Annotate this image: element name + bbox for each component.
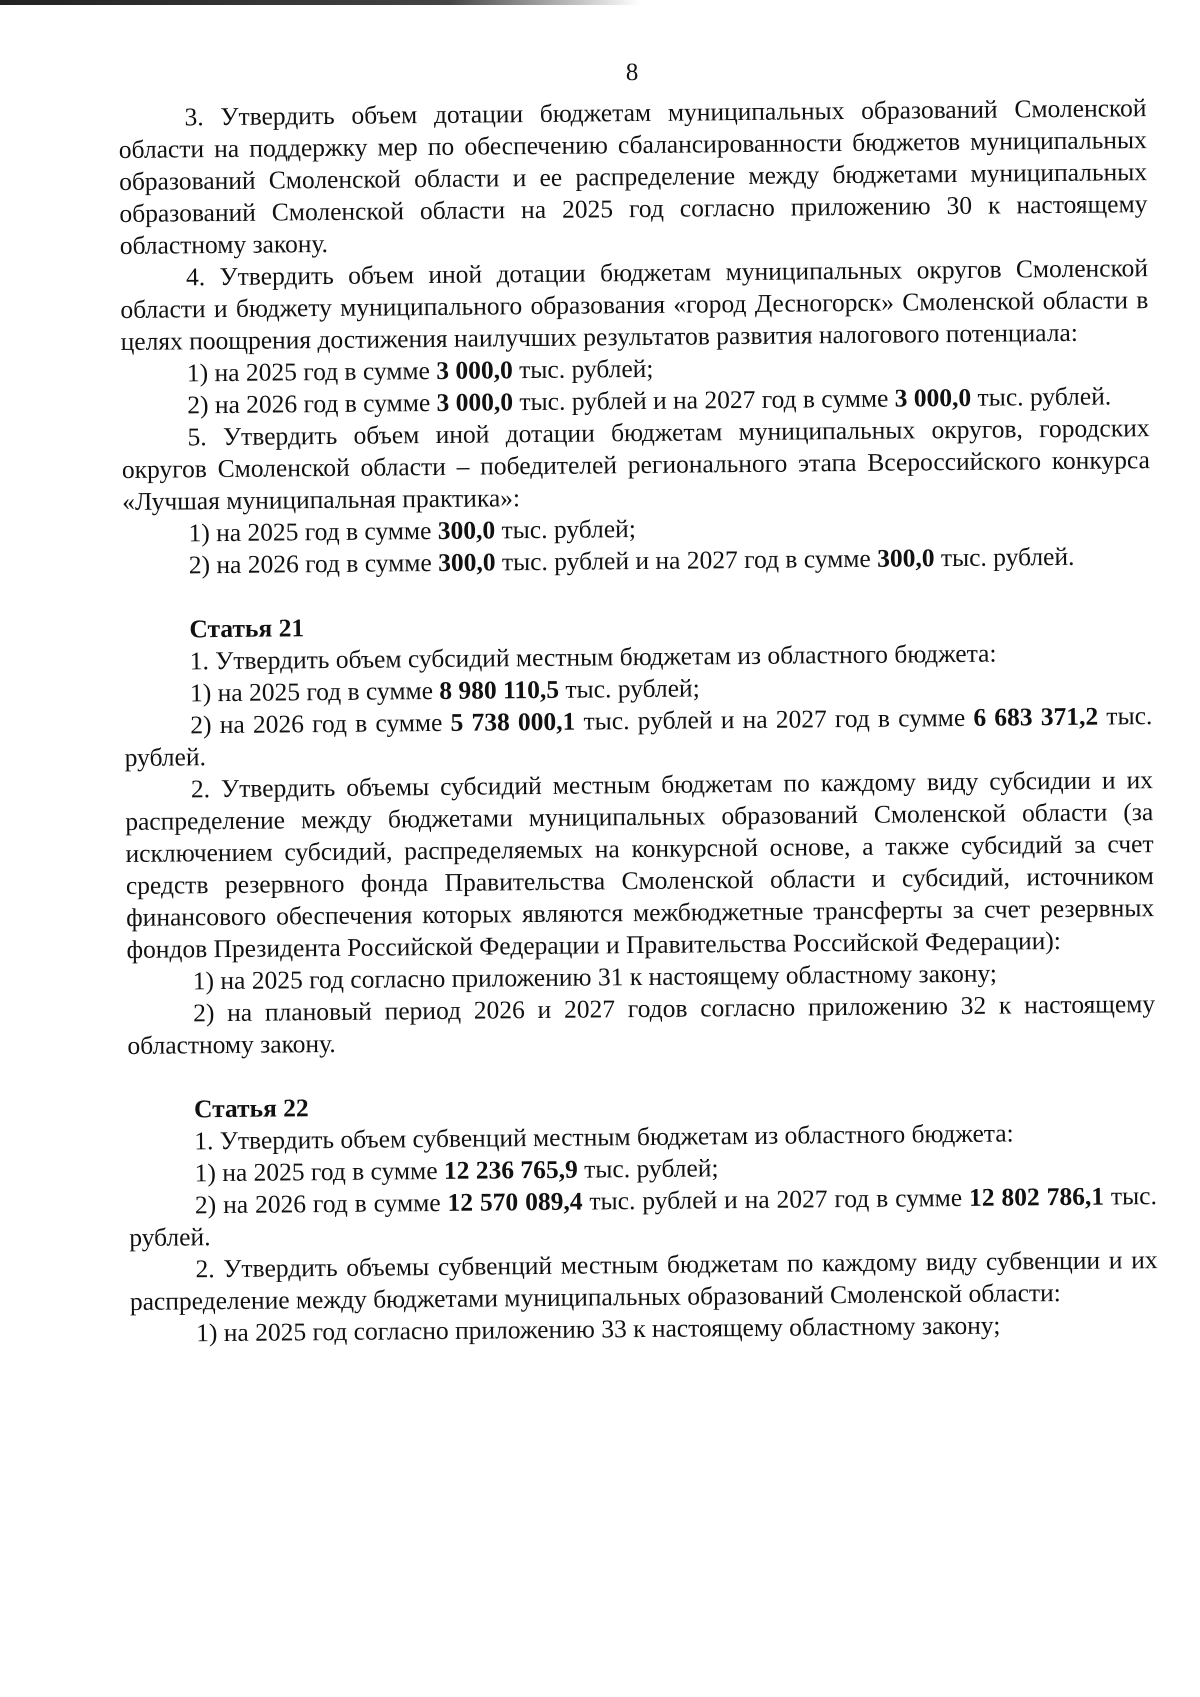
paragraph-text: тыс. рублей и на 2027 год в сумме [512, 383, 895, 417]
paragraph-text: 1) на 2025 год в сумме [194, 1155, 445, 1188]
paragraph-text: 5. Утвердить объем иной дотации бюджетам муниципальных округов, городских округов Смоленской области – победителей регионального этапа Всероссийского конкурса «Лучшая муниципальная практика»: [121, 413, 1150, 516]
paragraph-a22-2 [129, 1244, 1158, 1318]
paragraph-text: 2) на 2026 год в сумме [187, 387, 437, 420]
paragraph-text: 4. Утвердить объем иной дотации бюджетам муниципальных округов Смоленской области и бюджету муниципального образования «город Десногорск» Смоленской области в целях поощрения достижения наилучших результатов развития налогового потенциала: [120, 253, 1149, 356]
amount-value: 6 683 371,2 [973, 701, 1099, 732]
paragraph-text: 2) на 2026 год в сумме [190, 707, 451, 740]
paragraph-text: тыс. рублей; [512, 353, 654, 385]
paragraph-a21-2 [125, 764, 1155, 966]
paragraph-text: 2. Утвердить объемы субсидий местным бюджетам по каждому виду субсидии и их распределение между бюджетами муниципальных образований Смоленской области (за исключением субсидий, распределяемых на конкурсной основе, а также субсидий за счет средств резервного фонда Правительства Смоленской области и субсидий, источником финансового обеспечения которых являются межбюджетные трансферты за счет резервных фондов Президента Российской Федерации и Правительства Российской Федерации): [125, 765, 1155, 964]
paragraph-p3 [118, 92, 1147, 262]
amount-value: 3 000,0 [436, 387, 514, 417]
paragraph-text: тыс. рублей. [934, 541, 1075, 573]
paragraph-a21-1-2 [124, 700, 1153, 774]
article-21-title: Статья 21 [189, 613, 305, 644]
paragraph-a21-2-2 [127, 988, 1156, 1062]
page-number: 8 [625, 59, 639, 87]
paragraph-p5 [121, 412, 1150, 518]
amount-value: 3 000,0 [436, 355, 513, 385]
paragraph-text: 2) на плановый период 2026 и 2027 годов согласно приложению 32 к настоящему областному закону. [127, 989, 1156, 1060]
paragraph-text: 1) на 2025 год в сумме [188, 515, 438, 548]
scan-edge-shadow [0, 0, 640, 5]
paragraph-text: тыс. рублей и на 2027 год в сумме [582, 1182, 970, 1216]
paragraph-text: тыс. рублей и на 2027 год в сумме [575, 702, 974, 736]
paragraph-text: 3. Утвердить объем дотации бюджетам муниципальных образований Смоленской области на поддержку мер по обеспечению сбалансированности бюджетов муниципальных образований Смоленской области и ее распределение между бюджетами муниципальных образований Смоленской области на 2025 год согласно приложению 30 к настоящему областному закону. [118, 93, 1148, 260]
amount-value: 300,0 [437, 515, 496, 545]
amount-value: 300,0 [437, 547, 496, 577]
article-22-body [128, 1116, 1158, 1350]
paragraph-text: 1) на 2025 год в сумме [186, 355, 437, 388]
paragraph-text: 2) на 2026 год в сумме [194, 1187, 448, 1220]
paragraph-text: тыс. рублей; [495, 514, 636, 545]
amount-value: 3 000,0 [894, 382, 972, 413]
paragraph-text: тыс. рублей и на 2027 год в сумме [495, 543, 878, 577]
paragraph-text: 2. Утвердить объемы субвенций местным бюджетам по каждому виду субвенции и их распределение между бюджетами муниципальных образований Смоленской области: [129, 1245, 1158, 1316]
paragraph-text: 1) на 2025 год согласно приложению 33 к настоящему областному закону; [196, 1310, 1001, 1348]
amount-value: 12 570 089,4 [447, 1186, 583, 1217]
paragraphs-block-1 [118, 92, 1151, 582]
document-page [118, 54, 1158, 1350]
amount-value: 12 802 786,1 [968, 1181, 1105, 1212]
paragraph-text: тыс. рублей. [971, 381, 1112, 412]
amount-value: 8 980 110,5 [439, 674, 560, 705]
paragraph-text: 2) на 2026 год в сумме [188, 547, 439, 580]
amount-value: 300,0 [876, 543, 935, 573]
article-21-body [124, 636, 1156, 1062]
paragraph-text: тыс. рублей. [129, 1181, 1158, 1252]
paragraph-text: 1) на 2025 год согласно приложению 31 к настоящему областному закону; [192, 958, 998, 996]
paragraph-text: тыс. рублей; [577, 1153, 719, 1184]
paragraph-text: 1. Утвердить объем субсидий местным бюджетам из областного бюджета: [189, 638, 997, 676]
paragraph-a22-1-2 [129, 1180, 1158, 1254]
paragraph-p4 [120, 252, 1149, 358]
paragraph-text: 1) на 2025 год в сумме [189, 675, 440, 708]
paragraph-text: тыс. рублей. [124, 701, 1153, 772]
article-22-title: Статья 22 [193, 1093, 309, 1124]
amount-value: 5 738 000,1 [450, 706, 576, 737]
paragraph-text: 1. Утвердить объем субвенций местным бюджетам из областного бюджета: [194, 1118, 1014, 1156]
amount-value: 12 236 765,9 [443, 1154, 578, 1185]
paragraph-text: тыс. рублей; [558, 673, 700, 704]
